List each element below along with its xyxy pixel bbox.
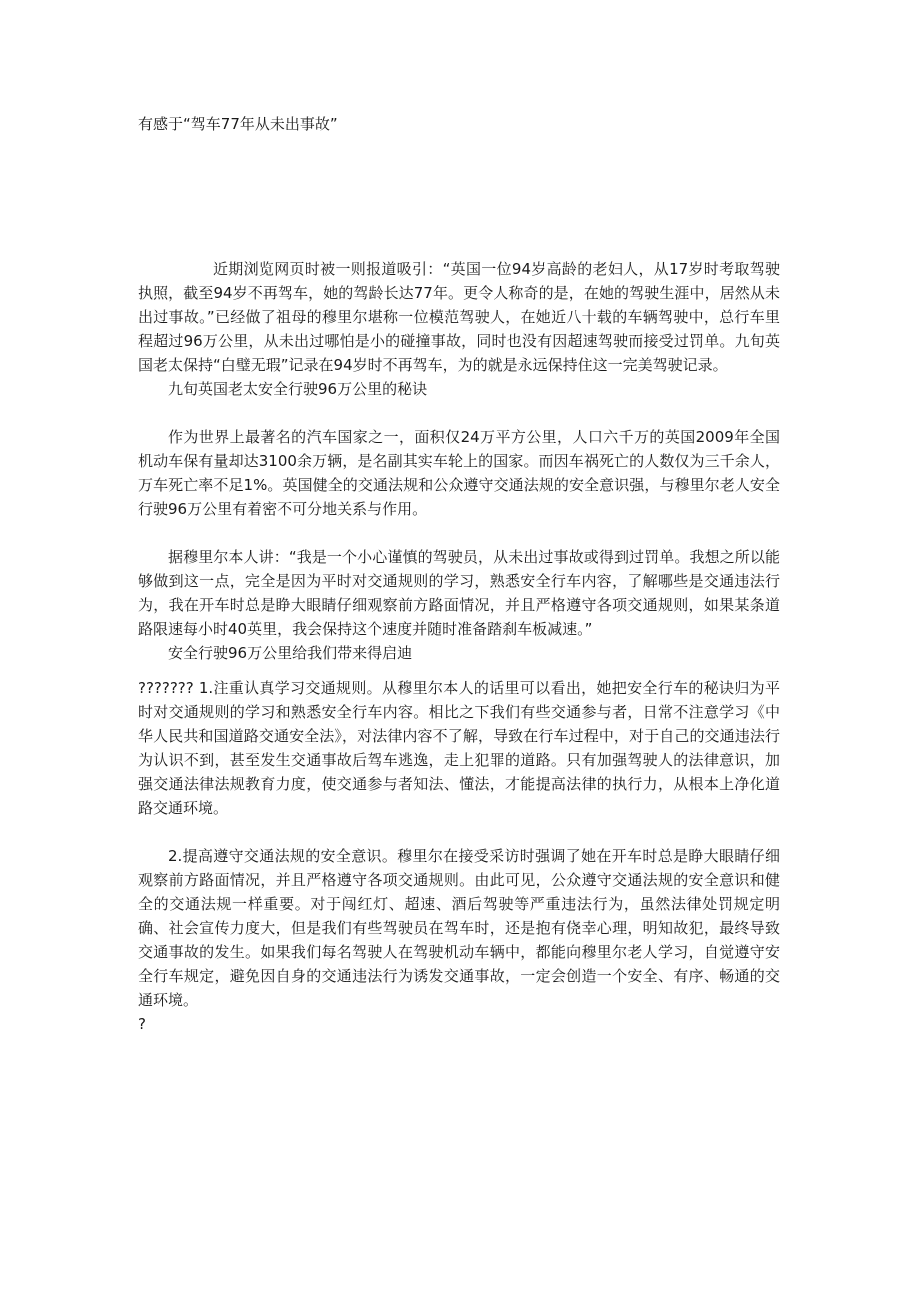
paragraph-quote: 据穆里尔本人讲：“我是一个小心谨慎的驾驶员，从未出过事故或得到过罚单。我想之所以能够做到这一点，完全是因为平时对交通规则的学习，熟悉安全行车内容，了解哪些是交通违法行为，我在开车时总是睁大眼睛仔细观察前方路面情况，并且严格遵守各项交通规则，如果某条道路限速每小时40英里，我会保持这个速度并随时准备踏刹车板减速。” <box>138 548 780 638</box>
section-heading-lessons: 安全行驶96万公里给我们带来得启迪 <box>168 644 413 662</box>
paragraph-intro: 近期浏览网页时被一则报道吸引：“英国一位94岁高龄的老妇人，从17岁时考取驾驶执照，截至94岁不再驾车，她的驾龄长达77年。更令人称奇的是，在她的驾驶生涯中，居然从未出过事故。”已经做了祖母的穆里尔堪称一位模范驾驶人，在她近八十载的车辆驾驶中，总行车里程超过96万公里，从未出过哪怕是小的碰撞事故，同时也没有因超速驾驶而接受过罚单。九旬英国老太保持“白璧无瑕”记录在94岁时不再驾车，为的就是永远保持住这一完美驾驶记录。 <box>138 260 780 374</box>
paragraph-point-2: 2.提高遵守交通法规的安全意识。穆里尔在接受采访时强调了她在开车时总是睁大眼睛仔细观察前方路面情况，并且严格遵守各项交通规则。由此可见，公众遵守交通法规的安全意识和健全的交通法规一样重要。对于闯红灯、超速、酒后驾驶等严重违法行为，虽然法律处罚规定明确、社会宣传力度大，但是我们有些驾驶员在驾车时，还是抱有侥幸心理，明知故犯，最终导致交通事故的发生。如果我们每名驾驶人在驾驶机动车辆中，都能向穆里尔老人学习，自觉遵守安全行车规定，避免因自身的交通违法行为诱发交通事故，一定会创造一个安全、有序、畅通的交通环境。 <box>138 847 780 1009</box>
document-title: 有感于“驾车77年从未出事故” <box>138 115 338 133</box>
section-heading-secret: 九旬英国老太安全行驶96万公里的秘诀 <box>168 380 428 398</box>
paragraph-trailing-mark: ? <box>138 1015 146 1033</box>
paragraph-uk-stats: 作为世界上最著名的汽车国家之一，面积仅24万平方公里，人口六千万的英国2009年全国机动车保有量却达3100余万辆，是名副其实车轮上的国家。而因车祸死亡的人数仅为三千余人，万车死亡率不足1%。英国健全的交通法规和公众遵守交通法规的安全意识强，与穆里尔老人安全行驶96万公里有着密不可分地关系与作用。 <box>138 428 780 518</box>
document-body <box>138 257 780 1036</box>
paragraph-point-1: ??????? 1.注重认真学习交通规则。从穆里尔本人的话里可以看出，她把安全行车的秘诀归为平时对交通规则的学习和熟悉安全行车内容。相比之下我们有些交通参与者，日常不注意学习《中华人民共和国道路交通安全法》，对法律内容不了解，导致在行车过程中，对于自己的交通违法行为认识不到，甚至发生交通事故后驾车逃逸，走上犯罪的道路。只有加强驾驶人的法律意识，加强交通法律法规教育力度，使交通参与者知法、懂法，才能提高法律的执行力，从根本上净化道路交通环境。 <box>138 679 780 817</box>
